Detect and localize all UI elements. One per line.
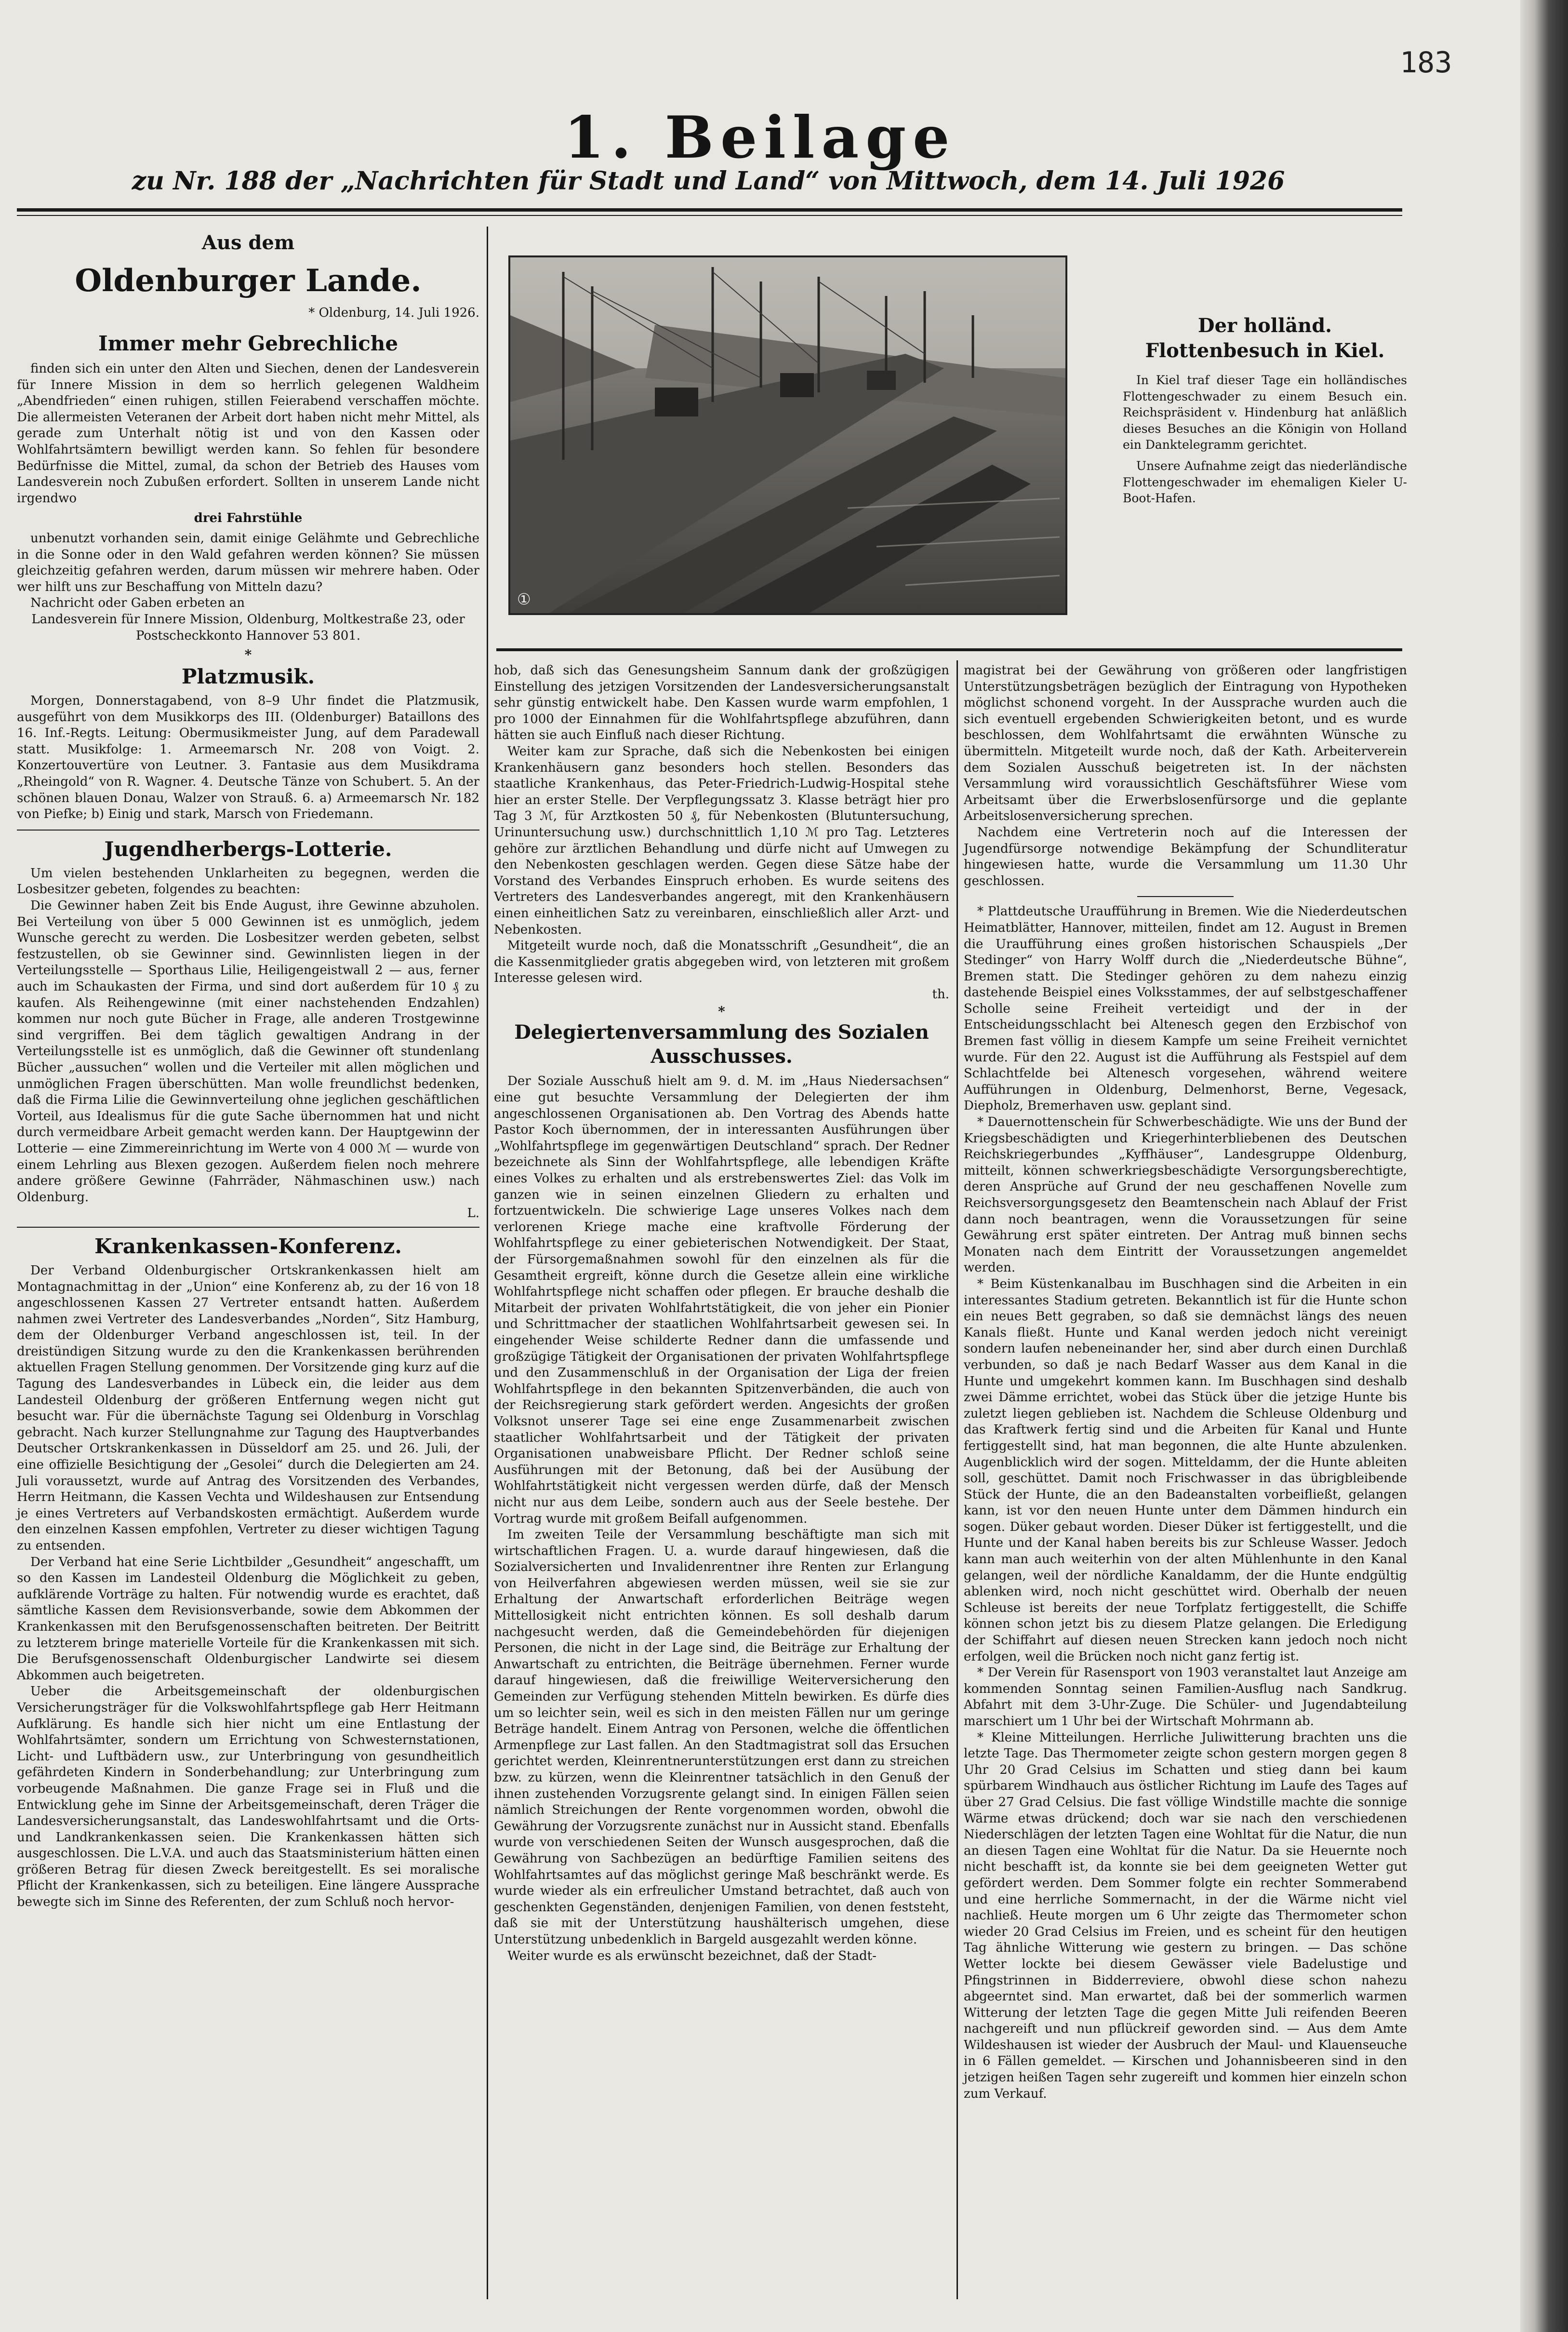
article-body (17, 693, 479, 823)
paragraph: Im zweiten Teile der Versammlung beschäftigte man sich mit wirtschaftlichen Fragen. U. a. wurde darauf hingewiesen, daß die Sozialversicherten und Invalidenrentner ihre Renten zur Erlangung von Heilverfahren abgewiesen werden müssen, weil sie sie zur Erhaltung der Anwartschaft erforderlichen Beiträge wegen Mittellosigkeit nicht entrichten können. Es soll deshalb darum nachgesucht werden, daß die Gemeindebehörden für diejenigen Personen, die nicht in der Lage sind, die Beiträge zur Erhaltung der Anwartschaft zu entrichten, die Beiträge übernehmen. Ferner wurde darauf hingewiesen, daß die freiwillige Weiterversicherung den Gemeinden zur Verfügung stehenden Mitteln bewirken. Es dürfe dies um so leichter sein, weil es sich in den meisten Fällen nur um geringe Beträge handelt. Einem Antrag von Personen, welche die öffentlichen Armenpflege zur Last fallen. An den Stadtmagistrat soll das Ersuchen gerichtet werden, Kleinrentnerunterstützungen erst dann zu streichen bzw. zu kürzen, wenn die Kleinrentner tatsächlich in den Genuß der ihnen zustehenden Vorzugsrente gelangt sind. In einigen Fällen seien nämlich Streichungen der Rente vorgenommen worden, obwohl die Gewährung der Vorzugsrente zunächst nur in Aussicht stand. Ebenfalls wurde von verschiedenen Seiten der Wunsch ausgesprochen, daß die Gewährung von Sachbezügen an bedürftige Familien seitens des Wohlfahrtsamtes auf das möglichst geringe Maß beschränkt werde. Es wurde wieder als ein erfreulicher Umstand betrachtet, daß auch von geschenkten Gegenständen, denjenigen Familien, von denen feststeht, daß sie mit der Unterstützung haushälterisch umgehen, diese Unterstützung unbedenklich in Bargeld ausgezahlt werden könne. (494, 1528, 949, 1947)
section-title-small: Aus dem (201, 231, 295, 254)
paragraph: Die Gewinner haben Zeit bis Ende August, ihre Gewinne abzuholen. Bei Verteilung von über 5 000 Gewinnen ist es unmöglich, jedem Wunsche gerecht zu werden. Die Losbesitzer werden gebeten, selbst festzustellen, ob sie Gewinner sind. Gewinnlisten liegen in der Verteilungsstelle — Sporthaus Lilie, Heiligengeistwall 2 — aus, ferner auch im Schaukasten der Firma, und sind dort außerdem für 10 ₰ zu kaufen. Als Reihengewinne (mit einer nachstehenden Endzahlen) kommen nur noch gute Bücher in Frage, alle anderen Trostgewinne sind vergriffen. Bei dem täglich gewaltigen Andrang in der Verteilungsstelle ist es unmöglich, daß die Gewinner oft stundenlang Bücher „aussuchen“ wollen und die Verteiler mit allen möglichen und unmöglichen Fragen überschütten. Man wolle freundlichst bedenken, daß die Firma Lilie die Gewinnverteilung ohne jeglichen geschäftlichen Vorteil, aus Idealismus für die gute Sache übernommen hat und nicht durch vermeidbare Arbeit gemacht werden kann. Der Hauptgewinn der Lotterie — eine Zimmereinrichtung im Werte von 4 000 ℳ — wurde von einem Lehrling aus Blexen gezogen. Außerdem fielen noch mehrere andere größere Gewinne (Fahrräder, Nähmaschinen usw.) nach Oldenburg. (17, 898, 479, 1205)
masthead-title: 1. Beilage (564, 104, 957, 172)
harbor-photo-svg (510, 257, 1065, 613)
notice: * Plattdeutsche Uraufführung in Bremen. Wie die Niederdeutschen Heimatblätter, Hannover, mitteilen, findet am 12. August in Bremen die Uraufführung eines großen historischen Schauspiels „Der Stedinger“ von Harry Wolff durch die „Niederdeutsche Bühne“, Bremen statt. Die Stedinger gehören zu dem nahezu einzig dastehende Beispiel eines Volksstammes, der auf selbstgeschaffener Scholle seine Freiheit verteidigt und der in der Entscheidungsschlacht bei Altenesch gegen den Erzbischof von Bremen fast völlig in diesem Kampfe um seine Freiheit vernichtet wurde. Für den 22. August ist die Aufführung als Festspiel auf dem Schlachtfelde bei Altenesch vorgesehen, während weitere Aufführungen in Oldenburg, Delmenhorst, Berne, Vegesack, Diepholz, Bremerhaven usw. geplant sind. (964, 904, 1407, 1113)
paragraph: Morgen, Donnerstagabend, von 8–9 Uhr findet die Platzmusik, ausgeführt von dem Musikkorps des III. (Oldenburger) Bataillons des 16. Inf.-Regts. Leitung: Obermusikmeister Jung, auf dem Paradewall statt. Musikfolge: 1. Armeemarsch Nr. 208 von Voigt. 2. Konzertouvertüre von Leutner. 3. Fantasie aus dem Musikdrama „Rheingold“ von R. Wagner. 4. Deutsche Tänze von Schubert. 5. An der schönen blauen Donau, Walzer von Strauß. 6. a) Armeemarsch Nr. 182 von Piefke; b) Einig und stark, Marsch von Friedemann. (17, 694, 479, 822)
highlight-line: drei Fahrstühle (194, 511, 303, 526)
column-divider-right (957, 660, 958, 2299)
paragraph: hob, daß sich das Genesungsheim Sannum dank der großzügigen Einstellung des jetzigen Vorsitzenden der Landesversicherungsanstalt sehr günstig entwickelt habe. Den Kassen wurde warm empfohlen, 1 pro 1000 der Einnahmen für die Wohlfahrtspflege abzuführen, dann hätten sie auch Einfluß nach dieser Richtung. (494, 663, 949, 743)
article-heading: Delegiertenversammlung des Sozialen Ausschusses. (514, 1021, 929, 1068)
paragraph: unbenutzt vorhanden sein, damit einige Gelähmte und Gebrechliche in die Sonne oder in den Wald gefahren werden können? Sie müssen gleichzeitig gefahren werden, darum müssen wir mehrere haben. Oder wer hilft uns zur Beschaffung von Mitteln dazu? (17, 531, 479, 594)
article-heading: Jugendherbergs-Lotterie. (104, 837, 392, 861)
article-rule (17, 1227, 479, 1228)
photo-bottom-rule (496, 648, 1402, 651)
paragraph: Der Verband hat eine Serie Lichtbilder „Gesundheit“ angeschafft, um so den Kassen im Landesteil Oldenburg die Möglichkeit zu geben, aufklärende Vorträge zu halten. Für notwendig wurde es erachtet, daß sämtliche Kassen dem Revisionsverbande, sowie dem Abkommen der Krankenkassen mit den Berufsgenossenschaften beitreten. Der Beitritt zu letzterem bringe materielle Vorteile für die Krankenkassen mit sich. Die Berufsgenossenschaft Oldenburgischer Landwirte sei diesem Abkommen auch beigetreten. (17, 1555, 479, 1683)
paragraph: Nachricht oder Gaben erbeten an (30, 596, 245, 611)
article-heading: Platzmusik. (181, 665, 315, 689)
signature: L. (467, 1206, 479, 1221)
article-body (494, 1073, 949, 1964)
article-body (964, 663, 1407, 889)
article-body (17, 866, 479, 1222)
article-body (494, 663, 949, 1003)
paragraph: Weiter kam zur Sprache, daß sich die Nebenkosten bei einigen Krankenhäusern ganz besonders hoch stellen. Besonders das staatliche Krankenhaus, das Peter-Friedrich-Ludwig-Hospital stehe hier an erster Stelle. Der Verpflegungssatz 3. Klasse beträgt hier pro Tag 3 ℳ, für Arztkosten 50 ₰, für Nebenkosten (Blutuntersuchung, Urinuntersuchung usw.) durchschnittlich 1,10 ℳ pro Tag. Letzteres gehöre zur ärztlichen Behandlung und dürfe nicht auf Umwegen zu den Nebenkosten geschlagen werden. Gegen diese Sätze habe der Vorstand des Verbandes Einspruch erhoben. Es wurde seitens des Vertreters des Landesverbandes angeregt, mit den Krankenhäusern einen einheitlichen Satz zu vereinbaren, einschließlich aller Arzt- und Nebenkosten. (494, 744, 949, 937)
notices (964, 904, 1407, 2102)
signature: th. (932, 987, 949, 1002)
paragraph: Der Soziale Ausschuß hielt am 9. d. M. im „Haus Niedersachsen“ eine gut besuchte Versammlung der Delegierten der ihm angeschlossenen Organisationen ab. Den Vortrag des Abends hatte Pastor Koch übernommen, der in interessanten Ausführungen über „Wohlfahrtspflege im gegenwärtigen Deutschland“ sprach. Der Redner bezeichnete als Sinn der Wohlfahrtspflege, alle lebendigen Kräfte eines Volkes zu erhalten und als erstrebenswertes Ziel: das Volk im ganzen wie in seinen einzelnen Gliedern zu erhalten und fortzuentwickeln. Die schwierige Lage unseres Volkes nach dem verlorenen Kriege mache eine kraftvolle Förderung der Wohlfahrtspflege zu einer gebieterischen Notwendigkeit. Der Staat, der Fürsorgemaßnahmen sowohl für den einzelnen als für die Gesamtheit ergreift, könne durch die Gesetze allein eine wirkliche Wohlfahrtspflege nicht schaffen oder pflegen. Er brauche deshalb die Mitarbeit der privaten Wohlfahrtstätigkeit, die von jeher ein Pionier und Schrittmacher der staatlichen Wohlfahrtsarbeit gewesen sei. In eingehender Weise schilderte Redner dann die umfassende und großzügige Tätigkeit der Organisationen der privaten Wohlfahrtspflege und den Zusammenschluß in der Organisation der Liga der freien Wohlfahrtspflege in den bekannten Spitzenverbänden, die auch von der Reichsregierung stark gefördert werden. Angesichts der großen Volksnot unserer Tage sei eine enge Zusammenarbeit zwischen staatlicher Wohlfahrtsarbeit und der Tätigkeit der privaten Organisationen unabweisbare Pflicht. Der Redner schloß seine Ausführungen mit der Betonung, daß bei der Ausübung der Wohlfahrtstätigkeit nicht vergessen werden dürfe, daß der Mensch nicht nur aus dem Leibe, sondern auch aus der Seele bestehe. Der Vortrag wurde mit großem Beifall aufgenommen. (494, 1074, 949, 1526)
caption-note: Unsere Aufnahme zeigt das niederländische Flottengeschwader im ehemaligen Kieler U-Boot-Hafen. (1123, 458, 1407, 506)
notice-rule (1137, 896, 1234, 897)
caption-text: In Kiel traf dieser Tage ein holländisches Flottengeschwader zu einem Besuch ein. Reichspräsident v. Hindenburg hat anläßlich dieses Besuches an die Königin von Holland ein Danktelegramm gerichtet. (1123, 373, 1407, 452)
photo-corner-mark: ① (517, 590, 531, 608)
right-column (964, 663, 1407, 2102)
paragraph: Weiter wurde es als erwünscht bezeichnet, daß der Stadt- (507, 1948, 877, 1963)
paragraph: Um vielen bestehenden Unklarheiten zu begegnen, werden die Losbesitzer gebeten, folgendes zu beachten: (17, 866, 479, 897)
caption-title: Der holländ. Flottenbesuch in Kiel. (1145, 314, 1385, 362)
paragraph: Nachdem eine Vertreterin noch auf die Interessen der Jugendfürsorge notwendige Bekämpfung der Schundliteratur hingewiesen hatte, wurde die Versammlung um 11.30 Uhr geschlossen. (964, 825, 1407, 888)
notice: * Dauernottenschein für Schwerbeschädigte. Wie uns der Bund der Kriegsbeschädigten und Kriegerhinterbliebenen des Deutschen Reichskriegerbundes „Kyffhäuser“, Landesgruppe Oldenburg, mitteilt, können schwerkriegsbeschädigte Versorgungsberechtigte, deren Ansprüche auf Grund der neu geschaffenen Novelle zum Reichsversorgungsgesetz den Beamtenschein nach Ablauf der Frist dann noch beantragen, wenn die Voraussetzungen für seine Gewährung erst später eintreten. Der Antrag muß binnen sechs Monaten nach dem Eintritt der Voraussetzungen angemeldet werden. (964, 1115, 1407, 1275)
article-body (17, 361, 479, 644)
notice: * Beim Küstenkanalbau im Buschhagen sind die Arbeiten in ein interessantes Stadium getreten. Bekanntlich ist für die Hunte schon ein neues Bett gegraben, so daß sie demnächst längs des neuen Kanals fließt. Hunte und Kanal werden jedoch nicht vereinigt sondern laufen nebeneinander her, sind aber durch einen Durchlaß verbunden, so daß je nach Bedarf Wasser aus dem Kanal in die Hunte und umgekehrt kommen kann. Im Buschhagen sind deshalb zwei Dämme errichtet, wobei das Stück über die jetzige Hunte bis zuletzt liegen geblieben ist. Nachdem die Schleuse Oldenburg und das Kraftwerk fertig sind und die Arbeiten für Kanal und Hunte fertiggestellt sind, hat man begonnen, die alte Hunte abzulenken. Augenblicklich wird der sogen. Mitteldamm, der die Hunte ableiten soll, geschüttet. Damit noch Frischwasser in das übrigbleibende Stück der Hunte, die an den Badeanstalten vorbeifließt, gelangen kann, ist vor den neuen Hunte unter dem Dämmen hindurch ein sogen. Düker gebaut worden. Dieser Düker ist fertiggestellt, und die Hunte und der Kanal haben bereits bis zur Schleuse Wasser. Jedoch kann man auch weiterhin von der alten Mühlenhunte in den Kanal gelangen, weil der nördliche Kanaldamm, der die Hunte endgültig ablenken wird, noch nicht geschüttet wird. Oberhalb der neuen Schleuse ist bereits der neue Torfplatz fertiggestellt, die Schiffe können schon jetzt bis zu diesem Platze gelangen. Die Erledigung der Schiffahrt auf diesen neuen Strecken kann jedoch noch nicht erfolgen, weil die Brücken noch nicht ganz fertig ist. (964, 1276, 1407, 1664)
section-separator: * (718, 1004, 725, 1020)
article-body (17, 1263, 479, 1911)
ships-photo (508, 255, 1067, 615)
address-line: Landesverein für Innere Mission, Oldenburg, Moltkestraße 23, oder Postscheckkonto Hannover 53 801. (31, 612, 465, 643)
binding-edge (1520, 0, 1568, 2332)
notice: * Der Verein für Rasensport von 1903 veranstaltet laut Anzeige am kommenden Sonntag seinen Familien-Ausflug nach Sandkrug. Abfahrt mit dem 3-Uhr-Zuge. Die Schüler- und Jugendabteilung marschiert um 1 Uhr bei der Wirtschaft Mohrmann ab. (964, 1665, 1407, 1729)
dateline: * Oldenburg, 14. Juli 1926. (308, 306, 479, 320)
column-divider-left (487, 227, 488, 2299)
middle-column (494, 663, 949, 1964)
section-separator: * (244, 647, 252, 663)
photo-caption (1123, 313, 1407, 507)
article-heading: Immer mehr Gebrechliche (98, 332, 399, 355)
paragraph: Ueber die Arbeitsgemeinschaft der oldenburgischen Versicherungsträger für die Volkswohlfahrtspflege gab Herr Heitmann Aufklärung. Es handle sich hier nicht um eine Entlastung der Wohlfahrtsämter, sondern um Errichtung von Schwesternstationen, Licht- und Luftbädern usw., zur Unterbringung von gesundheitlich gefährdeten Kindern in Sonderbehandlung; zur Unterbringung zum vorbeugende Maßnahmen. Die ganze Frage sei in Fluß und die Entwicklung gehe im Sinne der Arbeitsgemeinschaft, deren Träger die Landesversicherungsanstalt, das Landeswohlfahrtsamt und die Orts- und Landkrankenkassen seien. Die Krankenkassen hätten sich ausgeschlossen. Die L.V.A. und auch das Staatsministerium hätten einen größeren Betrag für diesen Zweck bereitgestellt. Es sei moralische Pflicht der Krankenkassen, sich zu beteiligen. Eine längere Aussprache bewegte sich im Sinne des Referenten, der zum Schluß noch hervor- (17, 1684, 479, 1910)
paragraph: magistrat bei der Gewährung von größeren oder langfristigen Unterstützungsbeträgen bezüglich der Eintragung von Hypotheken möglichst schonend vorgeht. In der Aussprache wurden auch die sich eventuell ergebenden Schwierigkeiten betont, und es wurde beschlossen, dem Wohlfahrtsamt die erwähnten Wünsche zu übermitteln. Mitgeteilt wurde noch, daß der Kath. Arbeiterverein dem Sozialen Ausschuß beigetreten ist. In der nächsten Versammlung wird voraussichtlich Geschäftsführer Wiese vom Arbeitsamt über die Erwerbslosenfürsorge und die geplante Arbeitslosenversicherung sprechen. (964, 663, 1407, 824)
masthead-subtitle: zu Nr. 188 der „Nachrichten für Stadt und Land“ von Mittwoch, dem 14. Juli 1926 (132, 166, 1285, 196)
masthead-rule-thin (17, 215, 1402, 216)
left-column (17, 227, 479, 1911)
page-number: 183 (1400, 46, 1452, 80)
section-title: Oldenburger Lande. (75, 263, 422, 299)
notice: * Kleine Mitteilungen. Herrliche Juliwitterung brachten uns die letzte Tage. Das Thermometer zeigte schon gestern morgen gegen 8 Uhr 20 Grad Celsius im Schatten und stieg dann bei kaum spürbarem Windhauch aus östlicher Richtung im Laufe des Tages auf über 27 Grad Celsius. Die fast völlige Windstille machte die sonnige Wärme etwas drückend; doch war sie nach den verschiedenen Niederschlägen der letzten Tagen eine Wohltat für die Natur, die nun an diesen Tagen eine Wohltat für die Natur. Da sie Heuernte noch nicht beschafft ist, da konnte sie bei dem geeigneten Wetter gut gefördert werden. Dem Sommer folgte ein rechter Sommerabend und eine herrliche Sommernacht, in der die Wärme nicht viel nachließ. Heute morgen um 6 Uhr zeigte das Thermometer schon wieder 20 Grad Celsius im Freien, und es scheint für den heutigen Tag ähnliche Witterung wie gestern zu bringen. — Das schöne Wetter lockte bei diesem Gewässer viele Badelustige und Pfingstrinnen in Bidderreviere, obwohl diese schon nahezu abgeerntet sind. Man erwartet, daß bei der sommerlich warmen Witterung der letzten Tage die gegen Mitte Juli reifenden Beeren nachgereift und nun pflückreif geworden sind. — Aus dem Amte Wildeshausen ist wieder der Ausbruch der Maul- und Klauenseuche in 6 Fällen gemeldet. — Kirschen und Johannisbeeren sind in den jetzigen heißen Tagen sehr zugereift und kommen hier einzeln schon zum Verkauf. (964, 1730, 1407, 2101)
article-heading: Krankenkassen-Konferenz. (94, 1234, 402, 1258)
masthead-rule (17, 208, 1402, 212)
paragraph: Der Verband Oldenburgischer Ortskrankenkassen hielt am Montagnachmittag in der „Union“ eine Konferenz ab, zu der 16 von 18 angeschlossenen Kassen 27 Vertreter entsandt hatten. Außerdem nahmen zwei Vertreter des Landesverbandes „Norden“, Sitz Hamburg, dem der Oldenburger Verband angeschlossen ist, teil. In der dreistündigen Sitzung wurde zu den die Krankenkassen berührenden aktuellen Fragen Stellung genommen. Der Vorsitzende ging kurz auf die Tagung des Landesverbandes in Lübeck ein, die leider aus dem Landesteil Oldenburg der größeren Entfernung wegen nicht gut besucht war. Für die übernächste Tagung sei Oldenburg in Vorschlag gebracht. Nach kurzer Stellungnahme zur Tagung des Hauptverbandes Deutscher Ortskrankenkassen in Düsseldorf am 25. und 26. Juli, der eine offizielle Besichtigung der „Gesolei“ durch die Delegierten am 24. Juli voraussetzt, wurde auf Antrag des Vorsitzenden des Verbandes, Herrn Heitmann, die Kassen Vechta und Wildeshausen zur Entsendung je eines Vertreters auf Verbandskosten ermächtigt. Außerdem wurde den einzelnen Kassen empfohlen, Vertreter zu dieser wichtigen Tagung zu entsenden. (17, 1263, 479, 1553)
paragraph: Mitgeteilt wurde noch, daß die Monatsschrift „Gesundheit“, die an die Kassenmitglieder gratis abgegeben wird, von letzteren mit großem Interesse gelesen wird. (494, 938, 949, 986)
paragraph: finden sich ein unter den Alten und Siechen, denen der Landesverein für Innere Mission in dem so herrlich gelegenen Waldheim „Abendfrieden“ einen ruhigen, stillen Feierabend verschaffen möchte. Die allermeisten Veteranen der Arbeit dort haben nicht mehr Mittel, als gerade zum Unterhalt nötig ist und von den Kassen oder Wohlfahrtsämtern bewilligt werden kann. So fehlen für besondere Bedürfnisse die Mittel, zumal, da schon der Betrieb des Hauses vom Landesverein noch Zubußen erfordert. Sollten in unserem Lande nicht irgendwo (17, 362, 479, 506)
article-rule (17, 830, 479, 831)
